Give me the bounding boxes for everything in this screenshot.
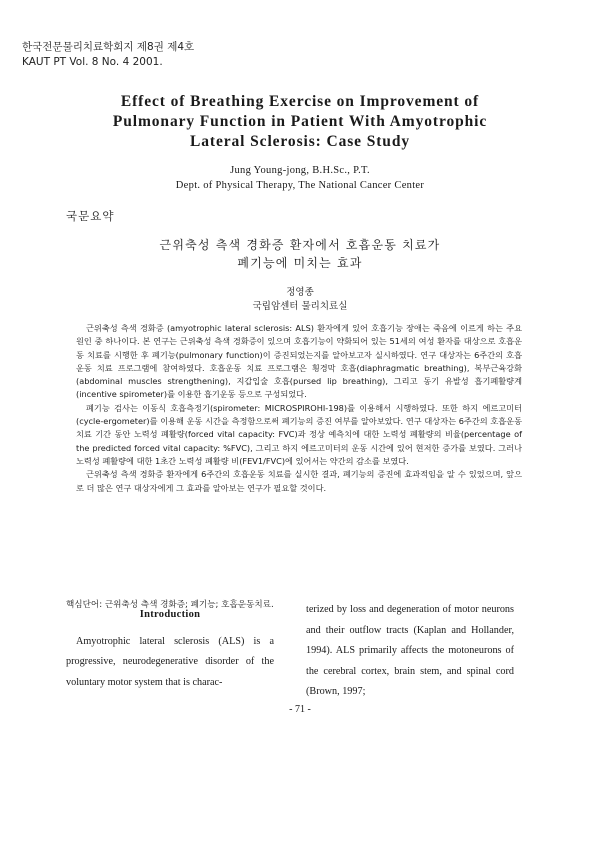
title-line-1: Effect of Breathing Exercise on Improvement of bbox=[120, 93, 480, 110]
abstract-paragraph-3: 근위축성 측색 경화증 환자에게 6주간의 호흡운동 치료를 실시한 결과, 폐기능의 증진에 효과적임을 알 수 있었으며, 앞으로 더 많은 연구 대상자에게 그 효과를 알아보는 연구가 필요할 것이다. bbox=[76, 469, 522, 493]
title-line-2: Pulmonary Function in Patient With Amyotrophic bbox=[112, 113, 488, 130]
introduction-heading: Introduction bbox=[139, 609, 201, 620]
author-name: Jung Young-jong, B.H.Sc., P.T. bbox=[230, 165, 370, 176]
abstract-paragraph-2: 폐기능 검사는 이동식 호흡측정기(spirometer: MICROSPIROHI-198)를 이용해서 시행하였다. 또한 하지 에르고미터(cycle-ergometer)를 이용해 운동 시간을 측정함으로써 폐기능의 증진 여부를 알아보았다. 연구 대상자는 6주간의 호흡운동 치료 기간 동안 노력성 폐활량(forced vital capacity: FVC)과 정상 예측치에 대한 노력성 폐활량의 비율(percentage of the predicted forced vital capacity: %FVC), 그리고 하지 에르고미터의 운동 시간에 있어 현저한 증가를 보였다. 그러나 노력성 폐활량에 대한 1초간 노력성 폐활량 비(FEV1/FVC)에 있어서는 약간의 감소를 보였다. bbox=[76, 402, 522, 466]
author-affiliation: Dept. of Physical Therapy, The National Cancer Center bbox=[175, 180, 425, 191]
journal-volume: KAUT PT Vol. 8 No. 4 2001. bbox=[22, 56, 163, 68]
korean-author-name: 정영종 bbox=[286, 287, 314, 298]
abstract-paragraph-1: 근위축성 측색 경화증 (amyotrophic lateral sclerosis: ALS) 환자에게 있어 호흡기능 장애는 죽음에 이르게 하는 주요 원인 중 하나이다. 본 연구는 근위축성 측색 경화증이 있으며 호흡기능이 약화되어 있는 51세의 여성 환자를 대상으로 호흡운동 치료를 시행한 후 폐기능(pulmonary function)이 증진되었는지를 알아보고자 실시하였다. 연구 대상자는 6주간의 호흡운동 치료 프로그램에 참여하였다. 호흡운동 치료 프로그램은 횡경막 호흡(diaphragmatic breathing), 복부근육강화(abdominal muscles strengthening), 지갑입술 호흡(pursed lip breathing), 그리고 동기 유발성 흡기폐활량계(incentive spirometer)를 이용한 흡기운동 등으로 구성되었다. bbox=[76, 323, 522, 400]
korean-author-affiliation: 국립암센터 물리치료실 bbox=[252, 301, 348, 312]
paper-title bbox=[40, 92, 560, 152]
keywords: 핵심단어: 근위축성 측색 경화증; 폐기능; 호흡운동치료. bbox=[66, 600, 274, 610]
intro-left-column bbox=[66, 605, 274, 693]
intro-right-text: terized by loss and degeneration of motor neurons and their outflow tracts (Kaplan and Hollander, 1994). ALS primarily affects the motoneurons of the cerebral cortex, brain stem, and spinal cord (Brown, 1997; bbox=[306, 604, 514, 697]
korean-author-block bbox=[40, 286, 560, 314]
korean-abstract-heading: 국문요약 bbox=[66, 209, 115, 223]
intro-left-text: Amyotrophic lateral sclerosis (ALS) is a progressive, neurodegenerative disorder of the voluntary motor system that is charac- bbox=[66, 635, 274, 688]
korean-title-line-2: 폐기능에 미치는 효과 bbox=[237, 256, 363, 270]
korean-title-line-1: 근위축성 측색 경화증 환자에서 호흡운동 치료가 bbox=[159, 238, 441, 252]
journal-name-korean: 한국전문물리치료학회지 제8권 제4호 bbox=[22, 41, 195, 53]
korean-title bbox=[40, 236, 560, 272]
title-line-3: Lateral Sclerosis: Case Study bbox=[190, 133, 410, 150]
korean-abstract-body bbox=[76, 322, 522, 495]
author-block bbox=[40, 163, 560, 193]
page-number: - 71 - bbox=[289, 704, 311, 715]
journal-header bbox=[22, 40, 194, 70]
intro-right-column bbox=[306, 600, 514, 703]
